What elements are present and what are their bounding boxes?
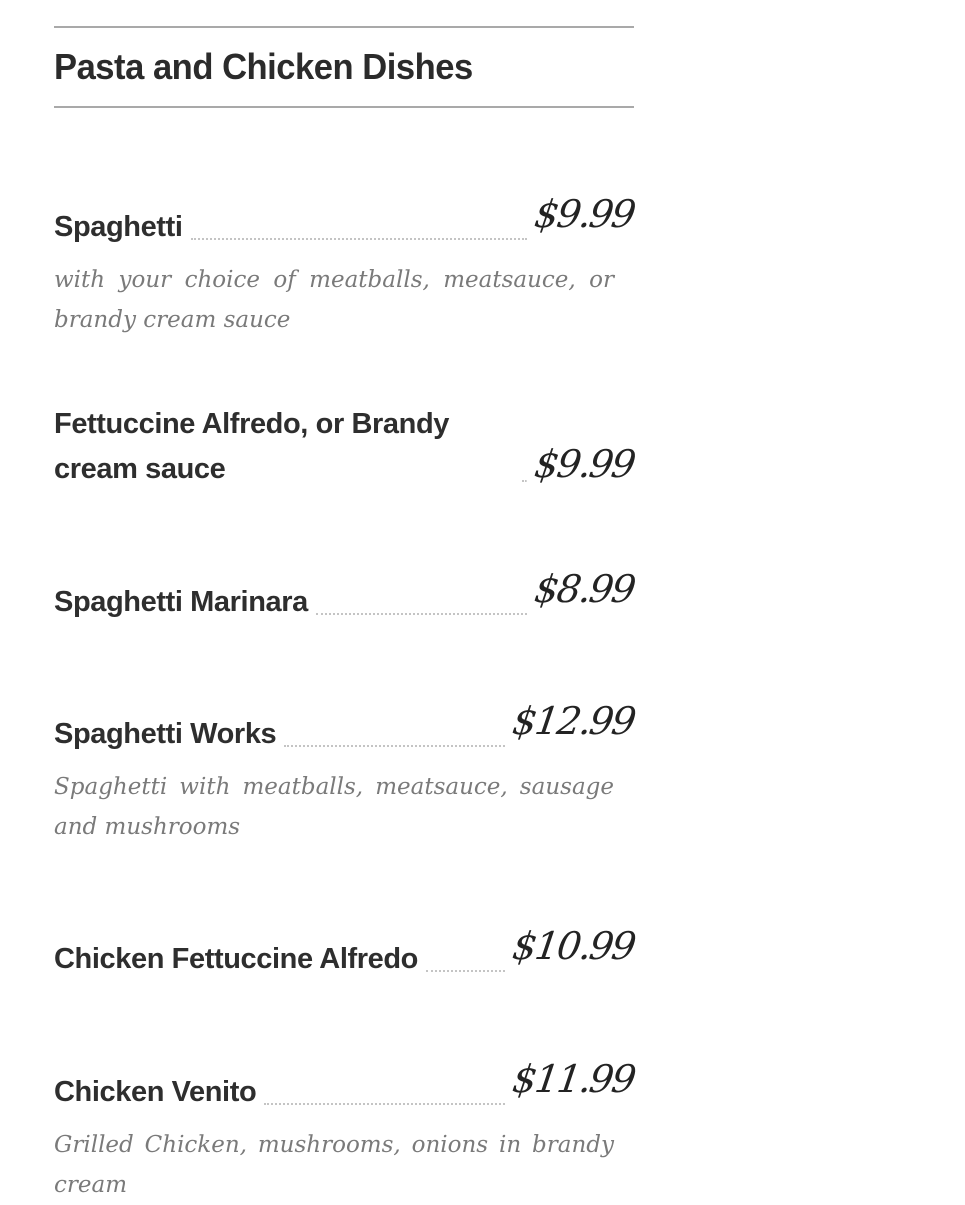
- dotted-leader: [522, 480, 527, 482]
- menu-item-price: $9.99: [532, 442, 638, 486]
- menu-item-price: $10.99: [509, 924, 638, 968]
- menu-item-spaghetti-works: [54, 699, 638, 847]
- dotted-leader: [264, 1103, 505, 1105]
- menu-item-row: [54, 699, 638, 757]
- menu-item-name: Spaghetti: [54, 211, 183, 243]
- menu-item-description: with your choice of meatballs, meatsauce, or brandy cream sauce: [54, 267, 614, 333]
- dotted-leader: [191, 238, 528, 240]
- menu-item-name: Chicken Venito: [54, 1076, 257, 1108]
- menu-item-row: [54, 567, 638, 625]
- menu-item-spaghetti: [54, 192, 638, 340]
- bottom-divider: [54, 106, 634, 108]
- menu-item-chicken-fettuccine-alfredo: [54, 924, 638, 982]
- menu-item-name: Fettuccine Alfredo, or Brandy cream sauce: [54, 408, 449, 485]
- menu-item-row: [54, 924, 638, 982]
- menu-item-description: Grilled Chicken, mushrooms, onions in brandy cream: [54, 1132, 614, 1198]
- dotted-leader: [284, 745, 505, 747]
- menu-item-name: Chicken Fettuccine Alfredo: [54, 943, 418, 975]
- menu-item-price: $8.99: [532, 567, 638, 611]
- menu-item-row: [54, 192, 638, 250]
- menu-item-chicken-venito: [54, 1057, 638, 1205]
- menu-item-fettuccine-alfredo: [54, 402, 638, 492]
- menu-item-price: $9.99: [532, 192, 638, 236]
- menu-item-name: Spaghetti Marinara: [54, 586, 308, 618]
- menu-item-row: [54, 1057, 638, 1115]
- menu-item-price: $12.99: [509, 699, 638, 743]
- menu-item-name: Spaghetti Works: [54, 718, 277, 750]
- menu-item-row: [54, 402, 638, 492]
- menu-item-price: $11.99: [509, 1057, 638, 1101]
- dotted-leader: [426, 970, 505, 972]
- section-title: Pasta and Chicken Dishes: [54, 46, 473, 87]
- menu-item-spaghetti-marinara: [54, 567, 638, 625]
- dotted-leader: [316, 613, 527, 615]
- menu-section: [54, 0, 638, 1198]
- menu-item-description: Spaghetti with meatballs, meatsauce, sausage and mushrooms: [54, 774, 614, 840]
